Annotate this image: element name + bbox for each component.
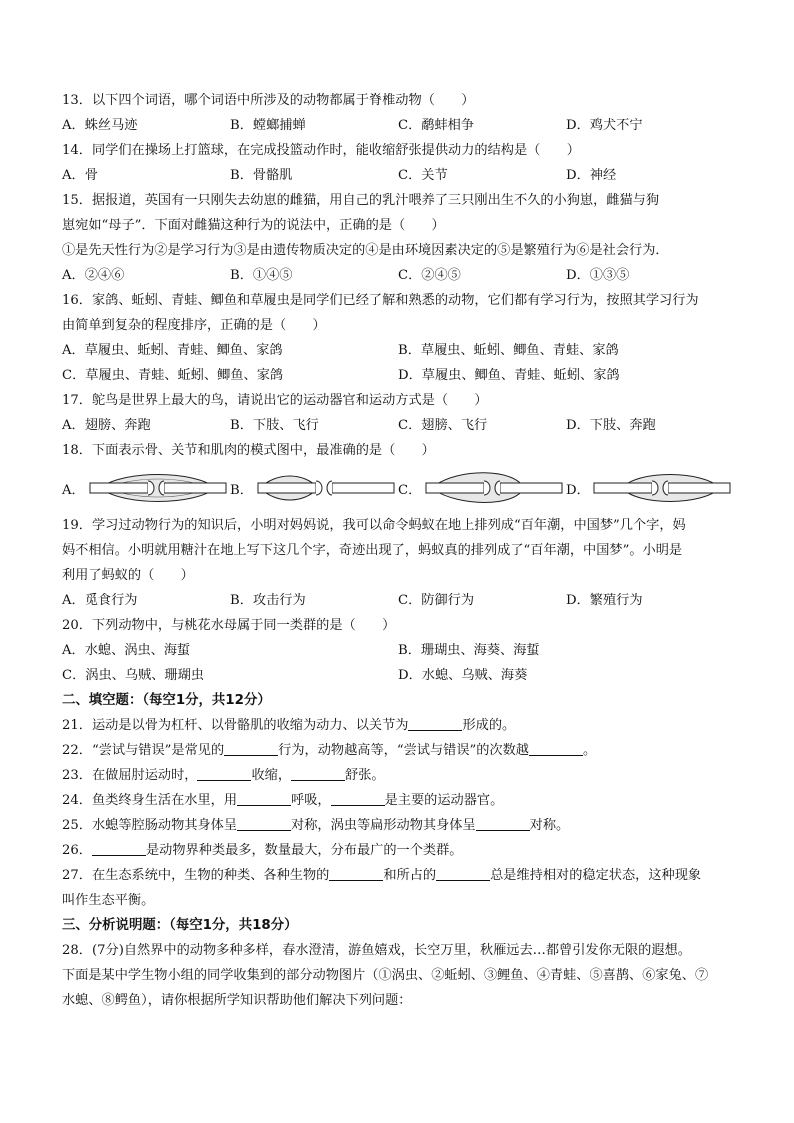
question-16-stem-line2: 由简单到复杂的程度排序，正确的是（ ）: [62, 318, 326, 333]
question-13-options: [62, 113, 742, 138]
question-23-text-c: 舒张。: [345, 768, 385, 783]
option-a: [62, 468, 230, 508]
question-25-text-c: 对称。: [529, 818, 570, 833]
question-23-text-b: 收缩，: [251, 768, 292, 783]
question-28-stem-line1: 28．(7分)自然界中的动物多种多样，春水澄清，游鱼嬉戏，长空万里，秋雁远去…都曾引发你无限的遐想。: [62, 943, 691, 958]
option-c: C．关节: [398, 168, 448, 183]
option-b: [230, 468, 398, 508]
answer-blank[interactable]: [436, 866, 490, 881]
option-d: [566, 468, 734, 508]
answer-blank[interactable]: [197, 766, 251, 781]
option-c: C．防御行为: [398, 593, 475, 608]
option-c: C．草履虫、青蛙、蚯蚓、鲫鱼、家鸽: [62, 368, 284, 383]
bone-joint-muscle-diagram-b: [256, 468, 396, 508]
bone-joint-muscle-diagram-d: [592, 468, 732, 508]
question-22-text-c: 。: [583, 743, 597, 758]
question-25: [62, 813, 742, 838]
answer-blank[interactable]: [92, 841, 146, 856]
question-22: [62, 738, 742, 763]
option-b-label: B．: [230, 482, 253, 498]
option-d: D．草履虫、鲫鱼、青蛙、蚯蚓、家鸽: [398, 368, 620, 383]
option-d: D．水螅、乌贼、海葵: [398, 668, 528, 683]
question-21-text-a: 21．运动是以骨为杠杆、以骨骼肌的收缩为动力、以关节为: [62, 718, 409, 733]
question-22-text-a: 22．“尝试与错误”是常见的: [62, 743, 225, 758]
option-b: B．草履虫、蚯蚓、鲫鱼、青蛙、家鸽: [398, 343, 619, 358]
question-15-stem-line2: 崽宛如“母子”．下面对雌猫这种行为的说法中，正确的是（ ）: [62, 218, 445, 233]
question-23-text-a: 23．在做屈肘运动时，: [62, 768, 198, 783]
option-d-label: D．: [566, 482, 590, 498]
option-b: B．珊瑚虫、海葵、海蜇: [398, 643, 540, 658]
question-25-text-a: 25．水螅等腔肠动物其身体呈: [62, 818, 238, 833]
question-28-stem-line3: 水螅、⑧鳄鱼），请你根据所学知识帮助他们解决下列问题：: [62, 993, 412, 1008]
question-26: [62, 838, 742, 863]
question-19-options: [62, 588, 742, 613]
exam-page: [62, 88, 742, 1013]
option-b: B．下肢、飞行: [230, 418, 319, 433]
option-a: A．草履虫、蚯蚓、青蛙、鲫鱼、家鸽: [62, 343, 283, 358]
option-b: B．骨骼肌: [230, 168, 293, 183]
answer-blank[interactable]: [329, 866, 383, 881]
option-b: B．螳螂捕蝉: [230, 118, 306, 133]
question-19-stem-line1: 19．学习过动物行为的知识后，小明对妈妈说，我可以命令蚂蚁在地上排列成“百年潮，中国梦”几个字，妈: [62, 518, 686, 533]
question-15-stem-line1: 15．据报道，英国有一只刚失去幼崽的雌猫，用自己的乳汁喂养了三只刚出生不久的小狗崽，雌猫与狗: [62, 193, 660, 208]
answer-blank[interactable]: [408, 716, 462, 731]
option-c: C．涡虫、乌贼、珊瑚虫: [62, 668, 204, 683]
option-c: [398, 468, 566, 508]
question-16-stem-line1: 16．家鸽、蚯蚓、青蛙、鲫鱼和草履虫是同学们已经了解和熟悉的动物，它们都有学习行为，按照其学习行为: [62, 293, 699, 308]
question-27-text-a: 27．在生态系统中，生物的种类、各种生物的: [62, 868, 330, 883]
option-d: D．神经: [566, 168, 617, 183]
option-a: A．蛛丝马迹: [62, 118, 138, 133]
question-14-options: [62, 163, 742, 188]
question-16-options-row2: [62, 363, 742, 388]
option-c-label: C．: [398, 482, 422, 498]
answer-blank[interactable]: [291, 766, 345, 781]
question-23: [62, 763, 742, 788]
option-a-label: A．: [62, 482, 85, 498]
question-14-stem: 14．同学们在操场上打篮球，在完成投篮动作时，能收缩舒张提供动力的结构是（ ）: [62, 143, 580, 158]
option-a: A．骨: [62, 168, 98, 183]
answer-blank[interactable]: [237, 791, 291, 806]
answer-blank[interactable]: [224, 741, 278, 756]
bone-joint-muscle-diagram-c: [424, 468, 564, 508]
question-20-options-row2: [62, 663, 742, 688]
option-d: D．①③⑤: [566, 268, 630, 283]
question-27-text-b: 和所占的: [383, 868, 437, 883]
question-18-diagrams: [62, 463, 742, 513]
option-d: D．鸡犬不宁: [566, 118, 643, 133]
question-27-line2: 叫作生态平衡。: [62, 893, 155, 908]
question-24-text-b: 呼吸，: [291, 793, 331, 808]
answer-blank[interactable]: [331, 791, 385, 806]
question-24-text-c: 是主要的运动器官。: [384, 793, 504, 808]
question-28-stem-line2: 下面是某中学生物小组的同学收集到的部分动物图片（①涡虫、②蚯蚓、③鲤鱼、④青蛙、⑤喜鹊、⑥家兔、⑦: [62, 968, 709, 983]
question-21: [62, 713, 742, 738]
option-c: C．②④⑤: [398, 268, 461, 283]
question-25-text-b: 对称，涡虫等扁形动物其身体呈: [291, 818, 476, 833]
question-27-line1: [62, 863, 742, 888]
question-20-stem: 20．下列动物中，与桃花水母属于同一类群的是（ ）: [62, 618, 396, 633]
option-b: B．①④⑤: [230, 268, 293, 283]
answer-blank[interactable]: [237, 816, 291, 831]
question-15-options: [62, 263, 742, 288]
question-24: [62, 788, 742, 813]
option-a: A．翅膀、奔跑: [62, 418, 151, 433]
question-26-text-b: 是动物界种类最多，数量最大，分布最广的一个类群。: [145, 843, 463, 858]
question-27-text-c: 总是维持相对的稳定状态，这种现象: [490, 868, 702, 883]
section-3-heading: 三、分析说明题：（每空1分，共18分）: [62, 918, 298, 933]
option-a: A．觅食行为: [62, 593, 138, 608]
question-17-stem: 17．鸵鸟是世界上最大的鸟，请说出它的运动器官和运动方式是（ ）: [62, 393, 488, 408]
option-a: A．水螅、涡虫、海蜇: [62, 643, 191, 658]
question-26-text-a: 26．: [62, 843, 92, 858]
question-17-options: [62, 413, 742, 438]
option-a: A．②④⑥: [62, 268, 125, 283]
option-d: D．繁殖行为: [566, 593, 643, 608]
question-21-text-b: 形成的。: [462, 718, 516, 733]
question-16-options-row1: [62, 338, 742, 363]
answer-blank[interactable]: [476, 816, 530, 831]
bone-joint-muscle-diagram-a: [88, 468, 228, 508]
question-20-options-row1: [62, 638, 742, 663]
question-22-text-b: 行为，动物越高等，“尝试与错误”的次数越: [278, 743, 529, 758]
section-2-heading: 二、填空题：（每空1分，共12分）: [62, 693, 271, 708]
question-18-stem: 18．下面表示骨、关节和肌肉的模式图中，最准确的是（ ）: [62, 443, 435, 458]
question-15-stem-line3: ①是先天性行为②是学习行为③是由遗传物质决定的④是由环境因素决定的⑤是繁殖行为⑥是社会行为．: [62, 243, 669, 258]
question-24-text-a: 24．鱼类终身生活在水里，用: [62, 793, 238, 808]
question-19-stem-line2: 妈不相信。小明就用糖汁在地上写下这几个字，奇迹出现了，蚂蚁真的排列成了“百年潮，中国梦”。小明是: [62, 543, 683, 558]
question-19-stem-line3: 利用了蚂蚁的（ ）: [62, 568, 194, 583]
option-c: C．鹬蚌相争: [398, 118, 475, 133]
question-13-stem: 13．以下四个词语，哪个词语中所涉及的动物都属于脊椎动物（ ）: [62, 93, 475, 108]
option-d: D．下肢、奔跑: [566, 418, 656, 433]
option-c: C．翅膀、飞行: [398, 418, 488, 433]
option-b: B．攻击行为: [230, 593, 306, 608]
answer-blank[interactable]: [529, 741, 583, 756]
